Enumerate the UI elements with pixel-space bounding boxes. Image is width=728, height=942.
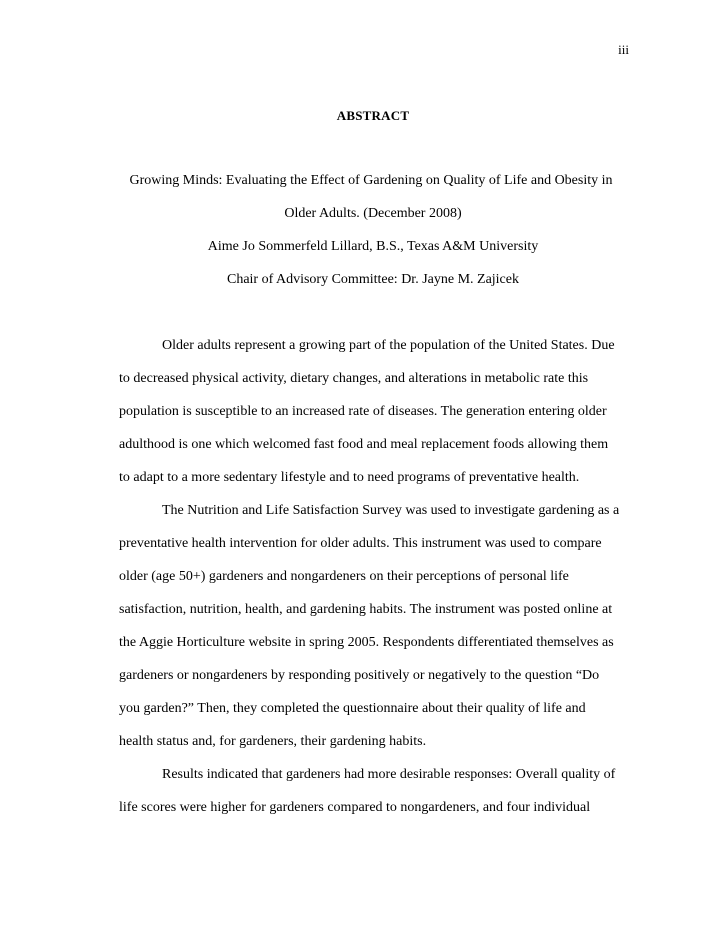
- paragraph-line: The Nutrition and Life Satisfaction Survey was used to investigate gardening as a: [162, 503, 620, 518]
- page-number: iii: [618, 42, 629, 57]
- paragraph-line: older (age 50+) gardeners and nongardeners on their perceptions of personal life: [119, 569, 569, 584]
- paragraph-line: gardeners or nongardeners by responding positively or negatively to the question “Do: [119, 668, 600, 683]
- paragraph-line: satisfaction, nutrition, health, and gardening habits. The instrument was posted online at: [119, 602, 613, 617]
- paragraph-line: life scores were higher for gardeners compared to nongardeners, and four individual: [119, 800, 591, 815]
- chair-line: Chair of Advisory Committee: Dr. Jayne M. Zajicek: [226, 272, 519, 287]
- paragraph-line: the Aggie Horticulture website in spring 2005. Respondents differentiated themselves as: [119, 635, 614, 650]
- title-line-1: Growing Minds: Evaluating the Effect of Gardening on Quality of Life and Obesity in: [129, 173, 613, 188]
- paragraph-line: Results indicated that gardeners had more desirable responses: Overall quality of: [162, 767, 616, 782]
- paragraph-line: population is susceptible to an increased rate of diseases. The generation entering older: [119, 404, 607, 419]
- paragraph-line: to adapt to a more sedentary lifestyle and to need programs of preventative health.: [119, 470, 580, 485]
- paragraph-line: adulthood is one which welcomed fast food and meal replacement foods allowing them: [119, 437, 609, 452]
- title-line-2: Older Adults. (December 2008): [284, 206, 462, 221]
- paragraph-line: Older adults represent a growing part of the population of the United States. Due: [162, 338, 615, 353]
- paragraph-line: preventative health intervention for older adults. This instrument was used to compare: [119, 536, 602, 551]
- paragraph-line: health status and, for gardeners, their gardening habits.: [119, 734, 427, 749]
- paragraph-line: to decreased physical activity, dietary changes, and alterations in metabolic rate this: [119, 371, 589, 386]
- abstract-heading: ABSTRACT: [336, 108, 410, 123]
- author-line: Aime Jo Sommerfeld Lillard, B.S., Texas A&M University: [207, 239, 539, 254]
- paragraph-line: you garden?” Then, they completed the questionnaire about their quality of life and: [119, 701, 586, 716]
